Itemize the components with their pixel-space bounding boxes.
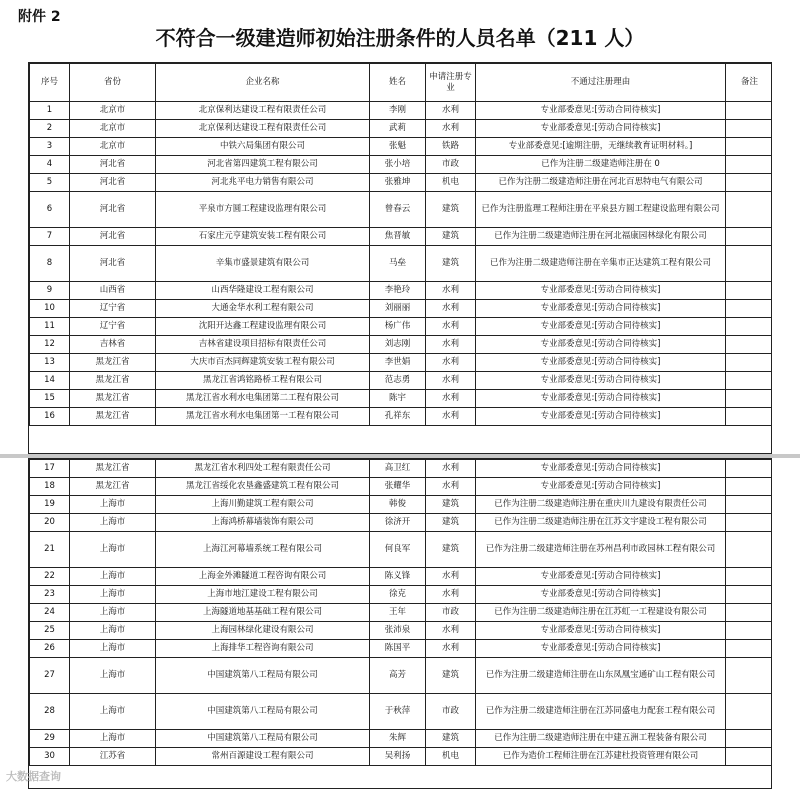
cell-name: 李刚 [370,102,426,120]
table-row [30,120,773,138]
table-row [30,318,773,336]
cell-reason: 专业部委意见:[劳动合同待核实] [476,336,726,354]
cell-company: 大庆市百杰同辉建筑安装工程有限公司 [156,354,370,372]
cell-note [726,730,773,748]
table-row [30,640,773,658]
table-row [30,514,773,532]
cell-seq: 19 [30,496,70,514]
cell-company: 上海鸿桥幕墙装饰有限公司 [156,514,370,532]
cell-specialty: 水利 [426,568,476,586]
cell-reason: 专业部委意见:[逾期注册，无继续教育证明材料。] [476,138,726,156]
table-row [30,532,773,568]
cell-note [726,658,773,694]
cell-seq: 8 [30,246,70,282]
cell-specialty: 建筑 [426,228,476,246]
cell-name: 焦晋敏 [370,228,426,246]
cell-company: 辛集市盛景建筑有限公司 [156,246,370,282]
cell-name: 朱辉 [370,730,426,748]
cell-reason: 已作为注册二级建造师注册在江苏同盛电力配套工程有限公司 [476,694,726,730]
cell-name: 吴利扬 [370,748,426,766]
cell-seq: 16 [30,408,70,426]
table-row [30,496,773,514]
cell-reason: 已作为注册二级建造师注册在中建五洲工程装备有限公司 [476,730,726,748]
cell-specialty: 水利 [426,318,476,336]
cell-seq: 14 [30,372,70,390]
cell-name: 何良军 [370,532,426,568]
cell-name: 刘志刚 [370,336,426,354]
cell-province: 北京市 [70,120,156,138]
cell-province: 上海市 [70,532,156,568]
table-body-page-1 [30,102,773,426]
cell-company: 河北兆平电力销售有限公司 [156,174,370,192]
table-row [30,192,773,228]
cell-province: 北京市 [70,138,156,156]
cell-specialty: 建筑 [426,246,476,282]
cell-seq: 24 [30,604,70,622]
cell-name: 曾春云 [370,192,426,228]
cell-seq: 29 [30,730,70,748]
cell-name: 高芳 [370,658,426,694]
cell-specialty: 建筑 [426,730,476,748]
cell-note [726,282,773,300]
cell-name: 徐克 [370,586,426,604]
cell-specialty: 市政 [426,156,476,174]
cell-reason: 专业部委意见:[劳动合同待核实] [476,622,726,640]
table-row [30,156,773,174]
cell-note [726,390,773,408]
cell-reason: 专业部委意见:[劳动合同待核实] [476,120,726,138]
cell-name: 张耀华 [370,478,426,496]
table-row [30,138,773,156]
table-row [30,408,773,426]
table-row [30,694,773,730]
table-row [30,658,773,694]
cell-company: 黑龙江省水利水电集团第一工程有限公司 [156,408,370,426]
table-row [30,372,773,390]
cell-company: 中国建筑第八工程局有限公司 [156,730,370,748]
cell-reason: 专业部委意见:[劳动合同待核实] [476,586,726,604]
header-specialty: 申请注册专业 [426,64,476,102]
cell-note [726,354,773,372]
table-row [30,748,773,766]
cell-seq: 15 [30,390,70,408]
cell-seq: 11 [30,318,70,336]
cell-name: 徐济开 [370,514,426,532]
page-2 [28,458,772,789]
cell-seq: 23 [30,586,70,604]
cell-company: 上海隧道地基基础工程有限公司 [156,604,370,622]
cell-note [726,604,773,622]
cell-specialty: 机电 [426,174,476,192]
table-row [30,390,773,408]
cell-province: 辽宁省 [70,318,156,336]
cell-name: 张沛泉 [370,622,426,640]
cell-specialty: 建筑 [426,514,476,532]
cell-company: 北京保利达建设工程有限责任公司 [156,102,370,120]
cell-seq: 1 [30,102,70,120]
table-row [30,246,773,282]
cell-company: 平泉市方圆工程建设监理有限公司 [156,192,370,228]
cell-name: 武莉 [370,120,426,138]
cell-specialty: 水利 [426,586,476,604]
page-1 [28,62,772,454]
cell-province: 黑龙江省 [70,372,156,390]
cell-province: 黑龙江省 [70,390,156,408]
cell-note [726,336,773,354]
cell-reason: 已作为注册监理工程师注册在平泉县方圆工程建设监理有限公司 [476,192,726,228]
cell-specialty: 水利 [426,300,476,318]
table-header-row [30,64,773,102]
cell-reason: 专业部委意见:[劳动合同待核实] [476,478,726,496]
table-row [30,174,773,192]
cell-specialty: 水利 [426,460,476,478]
cell-seq: 13 [30,354,70,372]
cell-company: 大通金华水利工程有限公司 [156,300,370,318]
cell-specialty: 水利 [426,640,476,658]
cell-province: 河北省 [70,174,156,192]
cell-note [726,478,773,496]
cell-note [726,622,773,640]
cell-province: 上海市 [70,568,156,586]
cell-company: 黑龙江省鸿铭路桥工程有限公司 [156,372,370,390]
cell-seq: 18 [30,478,70,496]
cell-name: 陈国平 [370,640,426,658]
cell-reason: 专业部委意见:[劳动合同待核实] [476,640,726,658]
cell-note [726,318,773,336]
cell-company: 黑龙江省绥化农垦鑫盛建筑工程有限公司 [156,478,370,496]
cell-note [726,496,773,514]
cell-name: 刘丽丽 [370,300,426,318]
attachment-label: 附件 2 [18,9,61,25]
cell-province: 上海市 [70,730,156,748]
cell-note [726,748,773,766]
cell-seq: 12 [30,336,70,354]
header-name: 姓名 [370,64,426,102]
cell-seq: 5 [30,174,70,192]
table-row [30,336,773,354]
cell-reason: 已作为注册二级建造师注册在苏州昌利市政园林工程有限公司 [476,532,726,568]
cell-name: 李艳玲 [370,282,426,300]
cell-specialty: 建筑 [426,192,476,228]
cell-province: 上海市 [70,640,156,658]
table-row [30,102,773,120]
cell-specialty: 市政 [426,604,476,622]
cell-seq: 30 [30,748,70,766]
cell-reason: 专业部委意见:[劳动合同待核实] [476,372,726,390]
cell-province: 上海市 [70,622,156,640]
header-company: 企业名称 [156,64,370,102]
cell-seq: 28 [30,694,70,730]
cell-province: 上海市 [70,514,156,532]
cell-province: 黑龙江省 [70,460,156,478]
cell-company: 黑龙江省水利四处工程有限责任公司 [156,460,370,478]
cell-province: 黑龙江省 [70,408,156,426]
cell-specialty: 水利 [426,120,476,138]
cell-province: 河北省 [70,246,156,282]
cell-province: 吉林省 [70,336,156,354]
cell-note [726,138,773,156]
cell-seq: 7 [30,228,70,246]
cell-note [726,532,773,568]
cell-name: 李世娟 [370,354,426,372]
cell-name: 陈宇 [370,390,426,408]
cell-note [726,586,773,604]
cell-seq: 27 [30,658,70,694]
cell-seq: 22 [30,568,70,586]
cell-reason: 已作为注册二级建造师注册在重庆川九建设有限责任公司 [476,496,726,514]
cell-note [726,514,773,532]
cell-specialty: 建筑 [426,496,476,514]
cell-province: 上海市 [70,658,156,694]
cell-company: 上海排华工程咨询有限公司 [156,640,370,658]
cell-note [726,192,773,228]
cell-province: 河北省 [70,192,156,228]
cell-reason: 已作为注册二级建造师注册在河北百思特电气有限公司 [476,174,726,192]
cell-province: 黑龙江省 [70,354,156,372]
cell-company: 上海市地江建设工程有限公司 [156,586,370,604]
cell-specialty: 建筑 [426,658,476,694]
cell-reason: 专业部委意见:[劳动合同待核实] [476,568,726,586]
header-note: 备注 [726,64,773,102]
cell-name: 杨广伟 [370,318,426,336]
cell-company: 上海园林绿化建设有限公司 [156,622,370,640]
cell-province: 河北省 [70,228,156,246]
cell-company: 中国建筑第八工程局有限公司 [156,694,370,730]
cell-reason: 已作为注册二级建造师注册在辛集市正达建筑工程有限公司 [476,246,726,282]
cell-company: 沈阳开达鑫工程建设监理有限公司 [156,318,370,336]
cell-company: 黑龙江省水利水电集团第二工程有限公司 [156,390,370,408]
cell-seq: 17 [30,460,70,478]
cell-reason: 专业部委意见:[劳动合同待核实] [476,390,726,408]
cell-name: 韩俊 [370,496,426,514]
cell-reason: 已作为注册二级建造师注册在 0 [476,156,726,174]
cell-specialty: 水利 [426,478,476,496]
cell-reason: 专业部委意见:[劳动合同待核实] [476,282,726,300]
table-row [30,478,773,496]
cell-seq: 9 [30,282,70,300]
table-row [30,354,773,372]
cell-specialty: 水利 [426,102,476,120]
cell-note [726,156,773,174]
cell-company: 河北省第四建筑工程有限公司 [156,156,370,174]
cell-company: 上海川勤建筑工程有限公司 [156,496,370,514]
cell-reason: 已作为注册二级建造师注册在河北福康园林绿化有限公司 [476,228,726,246]
personnel-table-page-1 [29,63,772,426]
table-body-page-2 [30,460,773,766]
cell-specialty: 市政 [426,694,476,730]
cell-specialty: 铁路 [426,138,476,156]
cell-reason: 已作为注册二级建造师注册在山东凤凰宝通矿山工程有限公司 [476,658,726,694]
cell-seq: 20 [30,514,70,532]
cell-province: 辽宁省 [70,300,156,318]
cell-reason: 已作为注册二级建造师注册在江苏虹一工程建设有限公司 [476,604,726,622]
cell-reason: 专业部委意见:[劳动合同待核实] [476,102,726,120]
table-row [30,282,773,300]
header-seq: 序号 [30,64,70,102]
header-province: 省份 [70,64,156,102]
cell-note [726,174,773,192]
table-row [30,586,773,604]
cell-name: 范志勇 [370,372,426,390]
cell-province: 北京市 [70,102,156,120]
cell-specialty: 水利 [426,282,476,300]
cell-name: 王年 [370,604,426,622]
cell-name: 张雅坤 [370,174,426,192]
cell-name: 高卫红 [370,460,426,478]
cell-seq: 3 [30,138,70,156]
cell-company: 常州百源建设工程有限公司 [156,748,370,766]
cell-specialty: 建筑 [426,532,476,568]
cell-company: 吉林省建设项目招标有限责任公司 [156,336,370,354]
cell-seq: 26 [30,640,70,658]
cell-reason: 专业部委意见:[劳动合同待核实] [476,354,726,372]
cell-note [726,300,773,318]
cell-company: 上海江河幕墙系统工程有限公司 [156,532,370,568]
cell-specialty: 机电 [426,748,476,766]
cell-province: 上海市 [70,694,156,730]
cell-name: 陈义锋 [370,568,426,586]
cell-company: 北京保利达建设工程有限责任公司 [156,120,370,138]
table-row [30,730,773,748]
cell-specialty: 水利 [426,372,476,390]
cell-specialty: 水利 [426,408,476,426]
cell-seq: 6 [30,192,70,228]
cell-note [726,694,773,730]
cell-specialty: 水利 [426,390,476,408]
table-row [30,460,773,478]
cell-name: 张小培 [370,156,426,174]
cell-note [726,372,773,390]
table-row [30,228,773,246]
cell-company: 石家庄元亨建筑安装工程有限公司 [156,228,370,246]
table-row [30,300,773,318]
cell-company: 上海金外滩隧道工程咨询有限公司 [156,568,370,586]
table-row [30,622,773,640]
cell-name: 孔祥东 [370,408,426,426]
cell-reason: 已作为造价工程师注册在江苏建杜投资管理有限公司 [476,748,726,766]
cell-specialty: 水利 [426,354,476,372]
cell-name: 于秋萍 [370,694,426,730]
cell-province: 上海市 [70,604,156,622]
cell-seq: 4 [30,156,70,174]
personnel-table-page-2 [29,459,772,766]
cell-province: 江苏省 [70,748,156,766]
cell-reason: 已作为注册二级建造师注册在江苏文宇建设工程有限公司 [476,514,726,532]
cell-note [726,408,773,426]
cell-reason: 专业部委意见:[劳动合同待核实] [476,408,726,426]
cell-specialty: 水利 [426,336,476,354]
cell-note [726,460,773,478]
watermark: 大数据查询 [6,770,61,783]
cell-name: 张魁 [370,138,426,156]
cell-specialty: 水利 [426,622,476,640]
cell-seq: 21 [30,532,70,568]
cell-reason: 专业部委意见:[劳动合同待核实] [476,300,726,318]
cell-note [726,228,773,246]
cell-note [726,102,773,120]
cell-seq: 2 [30,120,70,138]
cell-note [726,120,773,138]
table-row [30,568,773,586]
cell-note [726,640,773,658]
cell-note [726,568,773,586]
header-reason: 不通过注册理由 [476,64,726,102]
cell-province: 上海市 [70,586,156,604]
cell-name: 马垒 [370,246,426,282]
cell-province: 上海市 [70,496,156,514]
cell-province: 黑龙江省 [70,478,156,496]
cell-seq: 25 [30,622,70,640]
cell-reason: 专业部委意见:[劳动合同待核实] [476,318,726,336]
table-row [30,604,773,622]
cell-seq: 10 [30,300,70,318]
cell-province: 山西省 [70,282,156,300]
document-title: 不符合一级建造师初始注册条件的人员名单（211 人） [155,26,645,50]
cell-company: 中铁六局集团有限公司 [156,138,370,156]
cell-reason: 专业部委意见:[劳动合同待核实] [476,460,726,478]
cell-company: 山西华隆建设工程有限公司 [156,282,370,300]
cell-province: 河北省 [70,156,156,174]
cell-note [726,246,773,282]
cell-company: 中国建筑第八工程局有限公司 [156,658,370,694]
